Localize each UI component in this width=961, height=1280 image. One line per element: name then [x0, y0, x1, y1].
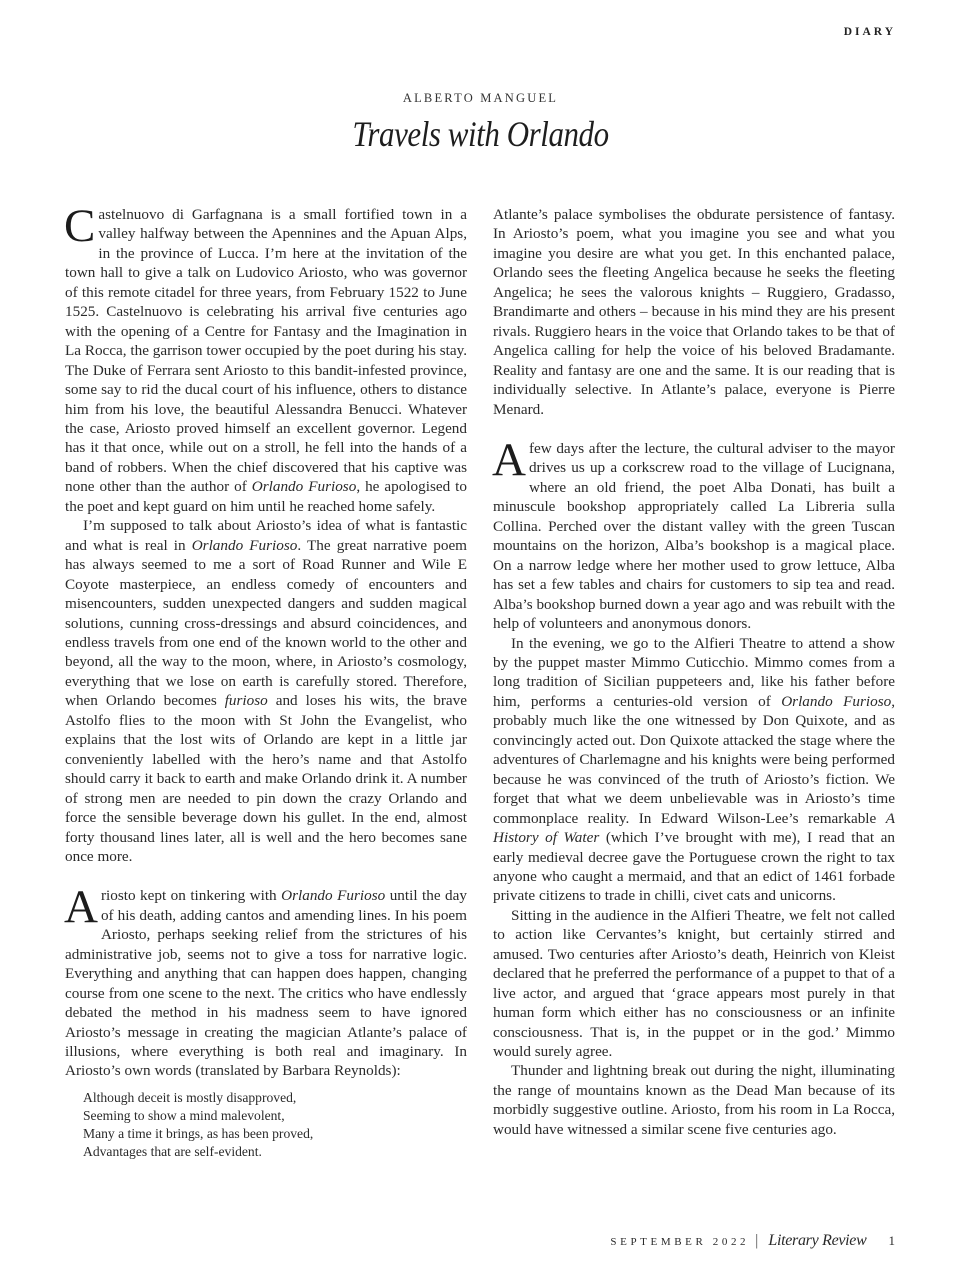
verse-quote [83, 1089, 467, 1161]
article-title: Travels with Orlando [352, 114, 609, 154]
paragraph: Castelnuovo di Garfagnana is a small fortified town in a valley halfway between the Apennines and the Apuan Alps, in the province of Lucca. I’m here at the invitation of the town hall to give a talk on Ludovico Ariosto, who was governor of this remote citadel for three years, from February 1522 to June 1525. Castelnuovo is celebrating his arrival five centuries ago with the opening of a Centre for Fantasy and the Imagination in La Rocca, the garrison tower occupied by the poet during his stay. The Duke of Ferrara sent Ariosto to this bandit-infested province, some say to rid the ducal court of his influence, others to distance him from his love, the beautiful Alessandra Benucci. Whatever the case, Ariosto proved himself an excellent governor. Legend has it that once, while out on a stroll, he fell into the hands of a band of robbers. When the chief discovered that his captive was none other than the author of Orlando Furioso, he apologised to the poet and kept guard on him until he reached home safely. [64, 200, 467, 515]
paragraph: Thunder and lightning break out during the night, illuminating the range of mountains known as the Dead Man because of its morbidly suggestive outline. Ariosto, from his room in La Rocca, would have witnessed a similar scene five centuries ago. [493, 1062, 895, 1138]
verse-line: Advantages that are self-evident. [83, 1143, 262, 1159]
right-column [493, 205, 895, 1139]
paragraph: A few days after the lecture, the cultural adviser to the mayor drives us up a corkscrew road to the village of Lucignana, where an old friend, the poet Alba Donati, has built a minuscule bookshop appropriately called La Libreria sulla Collina. Perched over the distant valley with the green Tuscan mountains on the horizon, Alba’s bookshop is a magical place. On a narrow ledge where her mother used to grow lettuce, Alba has set a few tables and chairs for customers to sip tea and read. Alba’s bookshop burned down a year ago and was rebuilt with the help of volunteers and anonymous donors. [492, 433, 895, 633]
verse-line: Seeming to show a mind malevolent, [83, 1107, 285, 1123]
paragraph: In the evening, we go to the Alfieri Theatre to attend a show by the puppet master Mimmo Cuticchio. Mimmo comes from a long tradition of Sicilian puppeteers and, like his father before him, performs a centuries-old version of Orlando Furioso, probably much like the one witnessed by Don Quixote, and as convincingly acted out. Don Quixote attacked the stage where the adventures of Charlemagne and his knights were being performed because he was convinced of the truth of Ariosto’s fiction. We forget that what we deem unbelievable was in Ariosto’s time commonplace reality. In Edward Wilson-Lee’s remarkable A History of Water (which I’ve brought with me), I read that an early medieval decree gave the Portuguese crown the right to tax anyone who caught a mermaid, and that an edict of 1461 forbade private citizens to trade in chilli, civet cats and unicorns. [493, 634, 895, 905]
book-title: A History of Water [493, 809, 895, 847]
verse-line: Many a time it brings, as has been proved, [83, 1125, 314, 1141]
verse-line: Although deceit is mostly disapproved, [83, 1089, 297, 1105]
paragraph: Atlante’s palace symbolises the obdurate persistence of fantasy. In Ariosto’s poem, what you imagine you see and what you imagine you desire are what you get. In this enchanted palace, Orlando sees the fleeting Angelica because he seeks the fleeting Angelica; he sees the valorous knights – Ruggiero, Gradasso, Brandimarte and others – because in his mind they are his present rivals. Ruggiero hears in the voice that Orlando takes to be that of Angelica calling for help the voice of his beloved Bradamante. Reality and fantasy are one and the same. It is our reading that is individually selective. In Atlante’s palace, everyone is Pierre Menard. [493, 206, 895, 418]
book-title: Orlando Furioso [281, 887, 386, 905]
paragraph: Sitting in the audience in the Alfieri Theatre, we felt not called to action like Cervantes’s knight, but certainly stirred and amused. Two centuries after Ariosto’s death, Heinrich von Kleist declared that he preferred the performance of a puppet to that of a live actor, and argued that ‘grace appears most purely in that human form which either has no consciousness or an infinite consciousness. That is, in the puppet or in the god.’ Mimmo would surely agree. [493, 906, 895, 1061]
paragraph: Ariosto kept on tinkering with Orlando Furioso until the day of his death, adding cantos and amending lines. In his poem Ariosto, perhaps seeking relief from the strictures of his administrative job, seems not to give a toss for narrative logic. Everything and anything that can happen does happen, changing course from one scene to the next. The critics who have endlessly debated the method in his madness seem to have ignored Ariosto’s message in creating the magician Atlante’s palace of illusions, where everything is both real and imaginary. In Ariosto’s own words (translated by Barbara Reynolds): [64, 881, 467, 1080]
footer-divider: | [755, 1232, 759, 1249]
left-column [64, 200, 467, 1161]
page-number: 1 [888, 1233, 895, 1248]
section-label: DIARY [843, 26, 896, 38]
emphasis: furioso [224, 692, 268, 710]
paragraph: I’m supposed to talk about Ariosto’s idea of what is fantastic and what is real in Orlando Furioso. The great narrative poem has always seemed to me a sort of Road Runner and Wile E Coyote masterpiece, an endless comedy of encounters and misencounters, sudden unexpected dangers and sudden magical solutions, cunning cross-dressings and absurd coincidences, and endless travels from one end of the known world to the other and beyond, all the way to the moon, where, in Ariosto’s cosmology, everything that we lose on earth is carefully stored. Therefore, when Orlando becomes furioso and loses his wits, the brave Astolfo flies to the moon with St John the Evangelist, who explains that the lost wits of Orlando are kept in a little jar conveniently labelled with the hero’s name and that Astolfo should carry it back to earth and make Orlando drink it. A number of strong men are needed to pin down the crazy Orlando and force the sensible beverage down his gullet. In the end, almost forty thousand lines later, all is well and the hero becomes sane once more. [65, 517, 467, 865]
drop-cap: A [492, 433, 526, 486]
book-title: Orlando Furioso [781, 692, 892, 710]
author-byline: ALBERTO MANGUEL [402, 91, 559, 105]
publication-name: Literary Review [768, 1232, 867, 1249]
book-title: Orlando Furioso [191, 536, 298, 554]
drop-cap: C [64, 200, 96, 252]
book-title: Orlando Furioso [251, 478, 357, 496]
page-footer [610, 1232, 895, 1250]
issue-date: SEPTEMBER 2022 [610, 1236, 750, 1248]
drop-cap: A [64, 881, 98, 934]
